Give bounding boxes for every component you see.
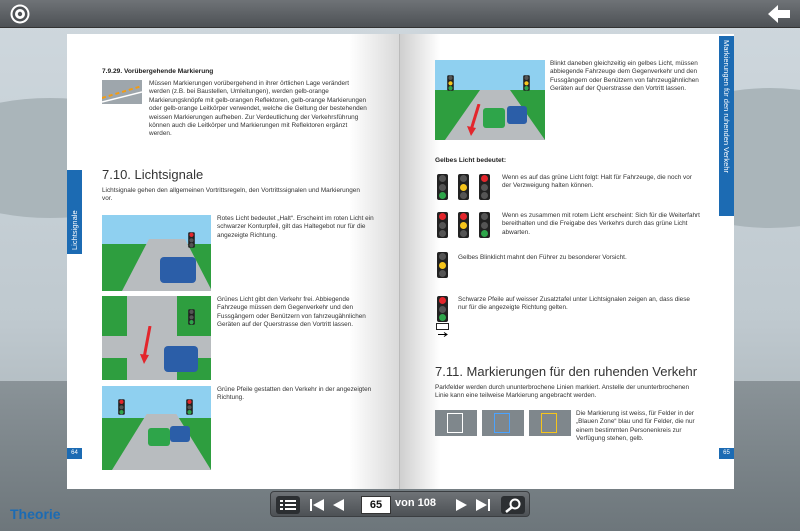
yellow-after-green-text: Wenn es auf das grüne Licht folgt: Halt für Fahrzeuge, die noch vor der Verzweigung halten können. (502, 174, 692, 190)
green-arrow-text: Grüne Pfeile gestatten den Verkehr in der angezeigten Richtung. (217, 386, 372, 402)
list-icon[interactable] (276, 496, 300, 514)
traffic-light-icon (437, 252, 448, 278)
traffic-light-icon (458, 174, 469, 200)
parking-blue-image (482, 410, 524, 436)
page-number: 65 (719, 448, 734, 459)
chapter-tab (719, 36, 734, 216)
temporary-marking-image (102, 80, 142, 104)
traffic-light-icon (479, 212, 490, 238)
parking-text: Die Markierung ist weiss, für Felder in der „Blauen Zone“ blau und für Felder, die nur einem bestimmten Personenkreis zur Verfügung stehen, gelb. (576, 410, 695, 443)
section-heading: 7.10. Lichtsignale (102, 167, 204, 182)
red-light-text: Rotes Licht bedeutet „Halt“. Erscheint im roten Licht ein schwarzer Konturpfeil, gilt das Haltegebot nur für die angezeigte Richtung. (217, 215, 374, 239)
blinking-yellow-text: Blinkt daneben gleichzeitig ein gelbes Licht, müssen abbiegende Fahrzeuge dem Gegenverkehr und den Fussgängern oder Benützern von fahrzeugähnlichen Geräten auf der Querstrasse den Vortritt lassen. (550, 60, 699, 93)
parking-white-image (435, 410, 477, 436)
green-light-illustration (102, 296, 211, 380)
section-text: Müssen Markierungen vorübergehend in ihrer örtlichen Lage verändert werden (z.B. bei Baustellen, Umleitungen), werden gelb-orange Markierungsknöpfe mit gelb-orangen Reflektoren, gelb-orange Markierungen oder gelb-orange Leitkörper verwendet, welche die Geltung der bestehenden weissen Markierungen aufheben. Zur Verdeutlichung der Verkehrsführung können auch die Leitkörper und Markierungen mit Reflektoren ergänzt werden. (149, 80, 367, 138)
yellow-with-red-text: Wenn es zusammen mit rotem Licht erscheint: Sich für die Weiterfahrt bereithalten und die Freigabe des Verkehrs durch das grüne Licht abwarten. (502, 212, 700, 236)
chapter-tab-label: Lichtsignale (70, 210, 79, 250)
section-heading: 7.11. Markierungen für den ruhenden Verkehr (435, 364, 698, 379)
page-number-input[interactable]: 65 (361, 496, 391, 514)
first-page-icon[interactable] (309, 496, 325, 514)
traffic-light-icon (437, 212, 448, 238)
gear-icon[interactable] (8, 3, 32, 25)
yellow-light-heading: Gelbes Licht bedeutet: (435, 157, 507, 164)
arrow-left-icon[interactable] (766, 3, 792, 25)
section-heading: 7.9.29. Vorübergehende Markierung (102, 68, 214, 75)
traffic-light-icon (437, 296, 448, 322)
next-page-icon[interactable] (455, 496, 469, 514)
right-page (400, 34, 734, 489)
traffic-light-icon (458, 212, 469, 238)
yellow-blink-text: Gelbes Blinklicht mahnt den Führer zu besonderer Vorsicht. (458, 254, 627, 261)
green-arrow-illustration (102, 386, 211, 470)
blinking-yellow-illustration (435, 60, 545, 140)
traffic-light-icon (437, 174, 448, 200)
red-light-illustration (102, 215, 211, 291)
black-arrows-text: Schwarze Pfeile auf weisser Zusatztafel unter Lichtsignalen zeigen an, dass diese nur für die angezeigte Richtung gelten. (458, 296, 690, 312)
page-navigation-bar (270, 491, 530, 517)
green-light-text: Grünes Licht gibt den Verkehr frei. Abbiegende Fahrzeuge müssen dem Gegenverkehr und den Fussgängern oder Benützern von fahrzeugähnlichen Geräten auf der Querstrasse den Vortritt lassen. (217, 296, 366, 329)
page-number: 64 (67, 448, 82, 459)
last-page-icon[interactable] (475, 496, 491, 514)
left-page (67, 34, 400, 489)
chapter-tab (67, 170, 82, 254)
page-count-label: von 108 (395, 497, 436, 509)
chapter-tab-label: Markierungen für den ruhenden Verkehr (722, 40, 731, 174)
previous-page-icon[interactable] (331, 496, 345, 514)
section-intro: Lichtsignale gehen den allgemeinen Vortrittsregeln, den Vortrittssignalen und Markierungen vor. (102, 187, 360, 203)
section-intro: Parkfelder werden durch ununterbrochene Linien markiert. Anstelle der ununterbrochenen Linie kann eine teilweise Markierung angebracht werden. (435, 384, 690, 400)
parking-yellow-image (529, 410, 571, 436)
arrow-plate-icon (436, 323, 449, 330)
footer-section-label: Theorie (10, 506, 61, 522)
search-icon[interactable] (501, 496, 525, 514)
traffic-light-icon (479, 174, 490, 200)
top-toolbar (0, 0, 800, 28)
book-viewer (67, 34, 734, 489)
